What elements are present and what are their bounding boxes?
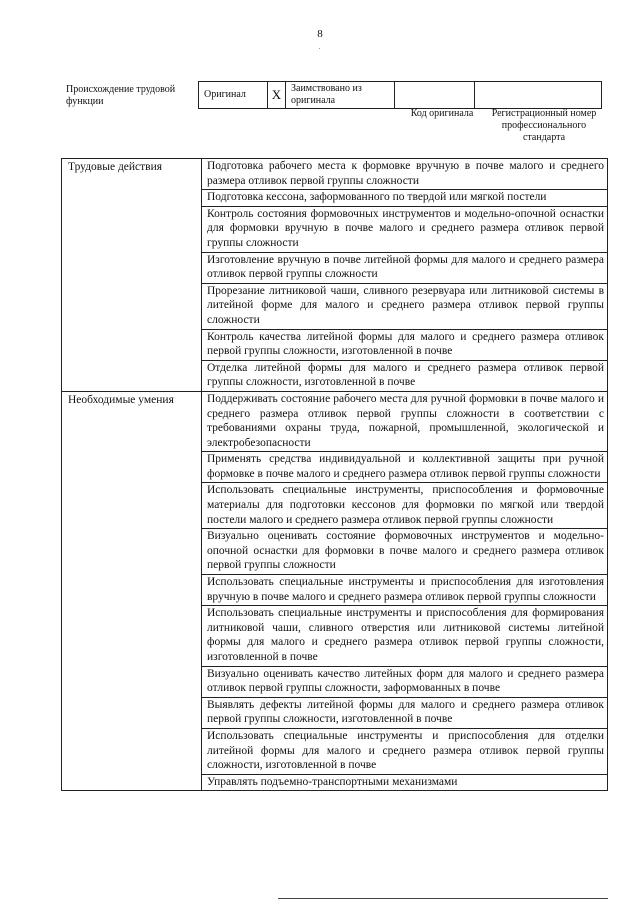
origin-label: Происхождение трудовой функции: [66, 84, 176, 107]
list-item: Прорезание литниковой чаши, сливного резервуара или литниковой системы в литейной форме для малого и среднего размера отливок первой группы сложности: [202, 284, 607, 330]
original-cell: Оригинал: [199, 82, 268, 109]
list-item: Отделка литейной формы для малого и среднего размера отливок первой группы сложности, изготовленной в почве: [207, 361, 604, 389]
list-item: Выявлять дефекты литейной формы для малого и среднего размера отливок первой группы сложности, изготовленной в почве: [202, 698, 607, 729]
original-mark: X: [268, 82, 286, 109]
reg-number-label: Регистрационный номер профессионального стандарта: [491, 108, 597, 143]
list-item: Использовать специальные инструменты и приспособления для формирования литниковой чаши, сливного отверстия или литниковой системы литейной формы для малого и среднего размера отливок первой группы сложности, изготовленной в почве: [202, 606, 607, 666]
section-items: [202, 391, 608, 790]
list-item: Подготовка рабочего места к формовке вручную в почве малого и среднего размера отливок первой группы сложности: [202, 159, 607, 190]
functions-table: [61, 158, 608, 791]
code-original-label: Код оригинала: [410, 108, 474, 119]
page-edge-line: [278, 898, 608, 899]
page-number: 8: [317, 28, 323, 40]
list-item: Контроль качества литейной формы для малого и среднего размера отливок первой группы сложности, изготовленной в почве: [202, 330, 607, 361]
section-skills: [62, 391, 608, 790]
list-item: Подготовка кессона, заформованного по твердой или мягкой постели: [202, 190, 607, 207]
list-item: Контроль состояния формовочных инструментов и модельно-опочной оснастки для формовки вручную в почве малого и среднего размера отливок первой группы сложности: [202, 207, 607, 253]
list-item: Изготовление вручную в почве литейной формы для малого и среднего размера отливок первой группы сложности: [202, 253, 607, 284]
reg-number-cell: [475, 82, 602, 109]
list-item: Поддерживать состояние рабочего места для ручной формовки в почве малого и среднего размера отливок первой группы сложности в соответствии с требованиями охраны труда, пожарной, промышленной, экологической и электробезопасности: [202, 392, 607, 452]
list-item: Визуально оценивать качество литейных форм для малого и среднего размера отливок первой группы сложности, заформованных в почве: [202, 667, 607, 698]
list-item: Использовать специальные инструменты и приспособления для изготовления вручную в почве малого и среднего размера отливок первой группы сложности: [202, 575, 607, 606]
section-title: Трудовые действия: [62, 159, 202, 392]
list-item: Использовать специальные инструменты, приспособления и формовочные материалы для подготовки кессонов для формовки по мягкой или твердой постели малого и среднего размера отливок первой группы сложности: [202, 483, 607, 529]
section-items: [202, 159, 608, 392]
list-item: Применять средства индивидуальной и коллективной защиты при ручной формовке в почве малого и среднего размера отливок первой группы сложности: [202, 452, 607, 483]
section-actions: [62, 159, 608, 392]
section-title: Необходимые умения: [62, 391, 202, 790]
scan-dot: [319, 48, 320, 49]
borrowed-cell: Заимствовано из оригинала: [286, 82, 395, 109]
list-item: Визуально оценивать состояние формовочных инструментов и модельно-опочной оснастки для формовки в почве малого и среднего размера отливок первой группы сложности: [202, 529, 607, 575]
code-cell: [395, 82, 475, 109]
origin-table: [198, 81, 602, 109]
list-item: Использовать специальные инструменты и приспособления для отделки литейной формы для малого и среднего размера отливок первой группы сложности, изготовленной в почве: [202, 729, 607, 775]
list-item: Управлять подъемно-транспортными механизмами: [207, 775, 458, 788]
